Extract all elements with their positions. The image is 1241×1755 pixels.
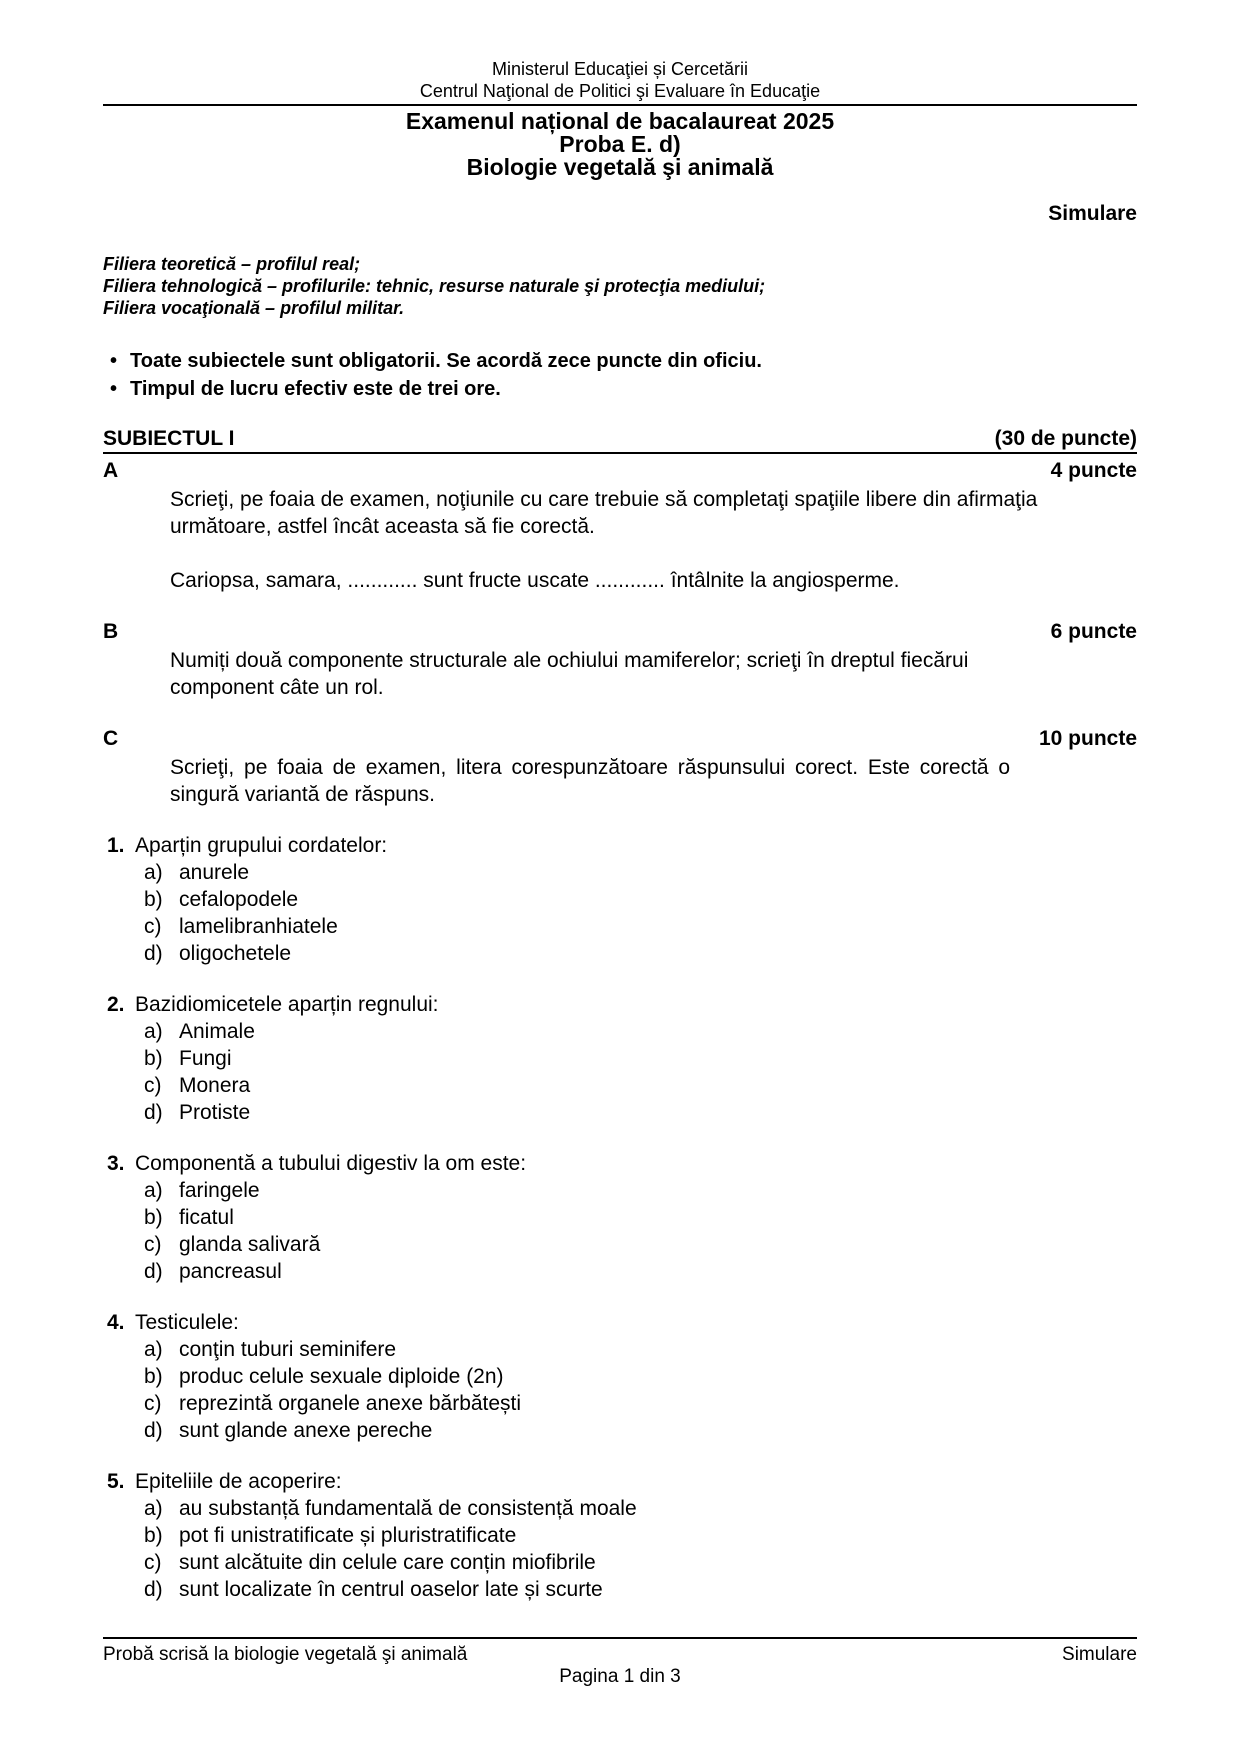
question bbox=[103, 832, 1137, 967]
options-list bbox=[107, 1177, 1137, 1285]
option bbox=[144, 1072, 1137, 1099]
instruction-item: • Timpul de lucru efectiv este de trei ore. bbox=[103, 375, 1137, 403]
option-text: lamelibranhiatele bbox=[179, 915, 338, 938]
subject-header-points: (30 de puncte) bbox=[994, 427, 1137, 450]
question bbox=[103, 1468, 1137, 1603]
option-letter: c) bbox=[144, 1551, 162, 1574]
option-letter: b) bbox=[144, 1524, 163, 1547]
instructions-list bbox=[103, 347, 1137, 403]
question-number: 2. bbox=[107, 993, 125, 1016]
option bbox=[144, 1018, 1137, 1045]
question-text: Componentă a tubului digestiv la om este: bbox=[135, 1152, 527, 1175]
question-text: Testiculele: bbox=[135, 1311, 239, 1334]
option bbox=[144, 1576, 1137, 1603]
option bbox=[144, 1495, 1137, 1522]
option-text: reprezintă organele anexe bărbătești bbox=[179, 1392, 522, 1415]
option-text: oligochetele bbox=[179, 942, 292, 965]
option bbox=[144, 886, 1137, 913]
option-text: glanda salivară bbox=[179, 1233, 321, 1256]
part-points: 4 puncte bbox=[1050, 459, 1137, 482]
option-letter: b) bbox=[144, 1047, 163, 1070]
option bbox=[144, 1549, 1137, 1576]
question bbox=[103, 1150, 1137, 1285]
option-letter: c) bbox=[144, 1074, 162, 1097]
part-b-text: Numiți două componente structurale ale ochiului mamiferelor; scrieţi în dreptul fiecărui component câte un rol. bbox=[170, 649, 969, 699]
option-text: faringele bbox=[179, 1179, 260, 1202]
footer-session-label: Simulare bbox=[1062, 1644, 1137, 1665]
option bbox=[144, 1231, 1137, 1258]
options-list bbox=[107, 859, 1137, 967]
option-text: Protiste bbox=[179, 1101, 251, 1124]
session-label: Simulare bbox=[1048, 202, 1137, 225]
option-text: anurele bbox=[179, 861, 250, 884]
option-letter: d) bbox=[144, 1101, 163, 1124]
option-letter: d) bbox=[144, 1578, 163, 1601]
option bbox=[144, 1336, 1137, 1363]
option-letter: c) bbox=[144, 1392, 162, 1415]
subject-header-title: SUBIECTUL I bbox=[103, 427, 235, 450]
option bbox=[144, 913, 1137, 940]
footer-row bbox=[103, 1644, 1137, 1665]
part-points: 6 puncte bbox=[1050, 620, 1137, 643]
option-letter: d) bbox=[144, 942, 163, 965]
option-letter: b) bbox=[144, 1365, 163, 1388]
option bbox=[144, 1177, 1137, 1204]
options-list bbox=[107, 1336, 1137, 1444]
option-letter: a) bbox=[144, 861, 163, 884]
footer-left: Probă scrisă la biologie vegetală şi animală bbox=[103, 1644, 468, 1665]
option-letter: a) bbox=[144, 1497, 163, 1520]
question-text: Epiteliile de acoperire: bbox=[135, 1470, 342, 1493]
option bbox=[144, 940, 1137, 967]
question-number: 5. bbox=[107, 1470, 125, 1493]
option-letter: d) bbox=[144, 1419, 163, 1442]
option-text: conţin tuburi seminifere bbox=[179, 1338, 397, 1361]
ministry-line: Ministerul Educaţiei și Cercetării bbox=[491, 59, 749, 79]
question-number: 1. bbox=[107, 834, 125, 857]
page-footer bbox=[103, 1637, 1137, 1687]
questions-list bbox=[103, 832, 1137, 1603]
question-text: Bazidiomicetele aparțin regnului: bbox=[135, 993, 439, 1016]
part-label: A bbox=[103, 459, 119, 482]
option-letter: b) bbox=[144, 1206, 163, 1229]
center-line: Centrul Naţional de Politici şi Evaluare în Educaţie bbox=[419, 81, 821, 101]
option-letter: a) bbox=[144, 1338, 163, 1361]
option-letter: a) bbox=[144, 1179, 163, 1202]
question-line bbox=[107, 991, 1137, 1018]
option-text: produc celule sexuale diploide (2n) bbox=[179, 1365, 504, 1388]
option-text: Monera bbox=[179, 1074, 251, 1097]
question-text: Aparțin grupului cordatelor: bbox=[135, 834, 388, 857]
option-letter: a) bbox=[144, 1020, 163, 1043]
part-c-header bbox=[103, 728, 1137, 750]
instruction-item: • Toate subiectele sunt obligatorii. Se acordă zece puncte din oficiu. bbox=[103, 347, 1137, 375]
part-label: B bbox=[103, 620, 119, 643]
part-label: C bbox=[103, 727, 119, 750]
option bbox=[144, 1204, 1137, 1231]
part-a-text: Scrieţi, pe foaia de examen, noţiunile cu care trebuie să completaţi spaţiile libere din afirmaţia următoare, astfel încât aceasta să fie corectă. bbox=[170, 488, 1038, 538]
question-line bbox=[107, 1468, 1137, 1495]
option-text: sunt glande anexe pereche bbox=[179, 1419, 433, 1442]
option-letter: c) bbox=[144, 915, 162, 938]
option-letter: c) bbox=[144, 1233, 162, 1256]
question bbox=[103, 1309, 1137, 1444]
part-b-header bbox=[103, 621, 1137, 643]
filiera-block bbox=[103, 253, 1137, 319]
question-number: 4. bbox=[107, 1311, 125, 1334]
part-c-text: Scrieţi, pe foaia de examen, litera corespunzătoare răspunsului corect. Este corectă o singură variantă de răspuns. bbox=[170, 756, 1011, 806]
page-header bbox=[103, 58, 1137, 225]
filiera-line: Filiera vocaţională – profilul militar. bbox=[103, 298, 405, 318]
option bbox=[144, 1363, 1137, 1390]
subject-title: Biologie vegetală şi animală bbox=[466, 154, 774, 180]
question-line bbox=[107, 832, 1137, 859]
option bbox=[144, 859, 1137, 886]
option bbox=[144, 1099, 1137, 1126]
option bbox=[144, 1417, 1137, 1444]
option bbox=[144, 1390, 1137, 1417]
option-text: sunt localizate în centrul oaselor late și scurte bbox=[179, 1578, 603, 1601]
option bbox=[144, 1045, 1137, 1072]
options-list bbox=[107, 1495, 1137, 1603]
question-number: 3. bbox=[107, 1152, 125, 1175]
footer-page-number: Pagina 1 din 3 bbox=[559, 1666, 681, 1687]
option-text: cefalopodele bbox=[179, 888, 299, 911]
options-list bbox=[107, 1018, 1137, 1126]
option-text: ficatul bbox=[179, 1206, 234, 1229]
title-block bbox=[103, 106, 1137, 179]
question bbox=[103, 991, 1137, 1126]
question-line bbox=[107, 1150, 1137, 1177]
option bbox=[144, 1522, 1137, 1549]
option-letter: b) bbox=[144, 888, 163, 911]
option-letter: d) bbox=[144, 1260, 163, 1283]
option-text: pot fi unistratificate și pluristratificate bbox=[179, 1524, 517, 1547]
filiera-line: Filiera teoretică – profilul real; bbox=[103, 254, 361, 274]
option-text: pancreasul bbox=[179, 1260, 282, 1283]
option-text: Animale bbox=[179, 1020, 255, 1043]
subject-header bbox=[103, 428, 1137, 454]
option-text: au substanță fundamentală de consistență moale bbox=[179, 1497, 637, 1520]
option-text: Fungi bbox=[179, 1047, 232, 1070]
part-a-header bbox=[103, 460, 1137, 482]
part-a-statement: Cariopsa, samara, ............ sunt fructe uscate ............ întâlnite la angiosperme. bbox=[170, 569, 900, 592]
exam-title: Examenul național de bacalaureat 2025 bbox=[405, 108, 835, 134]
option-text: sunt alcătuite din celule care conțin miofibrile bbox=[179, 1551, 596, 1574]
proba-title: Proba E. d) bbox=[559, 131, 681, 157]
part-points: 10 puncte bbox=[1038, 727, 1137, 750]
question-line bbox=[107, 1309, 1137, 1336]
option bbox=[144, 1258, 1137, 1285]
filiera-line: Filiera tehnologică – profilurile: tehnic, resurse naturale şi protecţia mediului; bbox=[103, 276, 766, 296]
